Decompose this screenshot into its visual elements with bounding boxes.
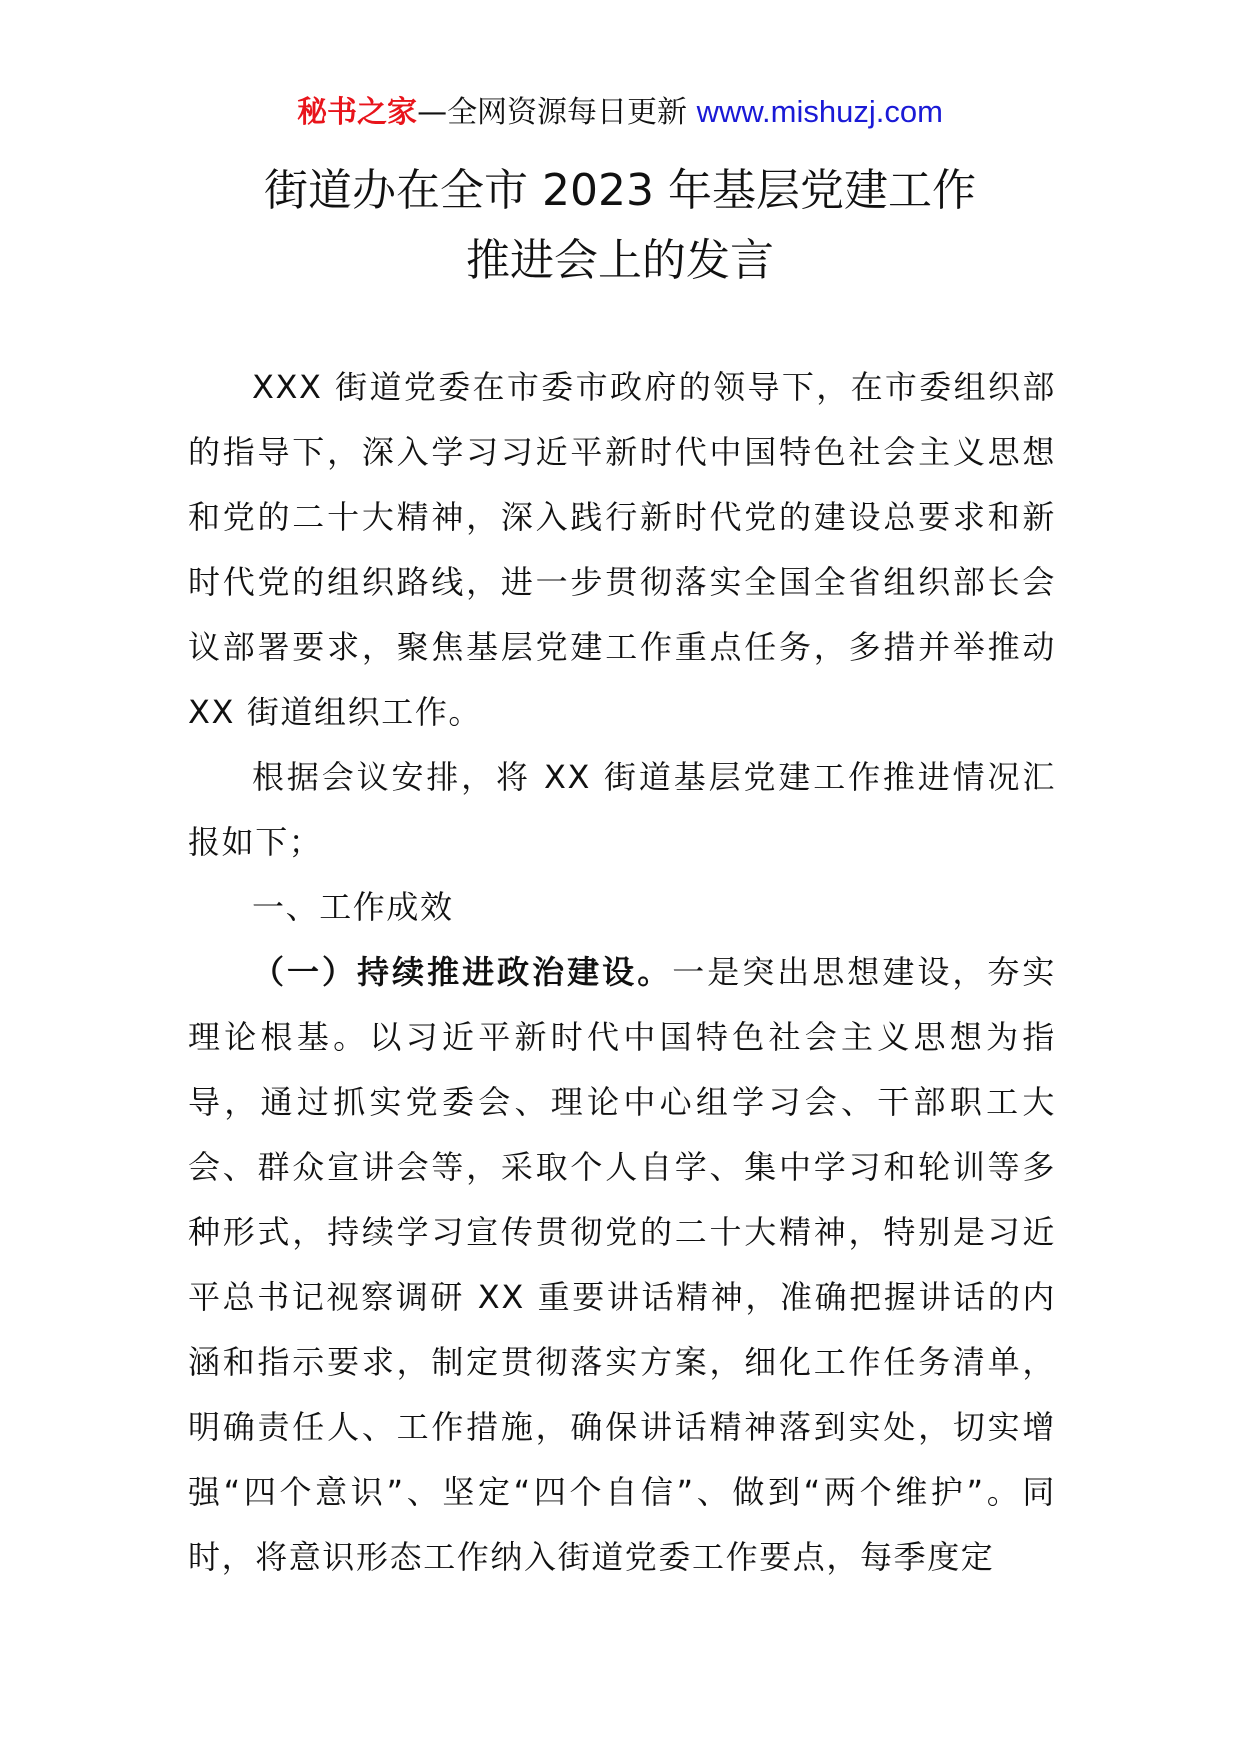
document-title-line-1: 街道办在全市 2023 年基层党建工作 [264, 165, 976, 216]
subsection-heading: （一）持续推进政治建设。 [252, 953, 673, 991]
site-header [0, 92, 1240, 133]
document-body [188, 355, 1056, 1590]
brand-name: 秘书之家 [297, 95, 418, 130]
section-heading-achievements: 一、工作成效 [252, 888, 454, 926]
subsection-text: 一是突出思想建设，夯实理论根基。以习近平新时代中国特色社会主义思想为指导，通过抓实党委会、理论中心组学习会、干部职工大会、群众宣讲会等，采取个人自学、集中学习和轮训等多种形式，持续学习宣传贯彻党的二十大精神，特别是习近平总书记视察调研 XX 重要讲话精神，准确把握讲话的内涵和指示要求，制定贯彻落实方案，细化工作任务清单，明确责任人、工作措施，确保讲话精神落到实处，切实增强“四个意识”、坚定“四个自信”、做到“两个维护”。同时，将意识形态工作纳入街道党委工作要点，每季度定 [188, 953, 1056, 1576]
document-title-line-2: 推进会上的发言 [466, 235, 774, 286]
paragraph-arrangement: 根据会议安排，将 XX 街道基层党建工作推进情况汇报如下； [188, 758, 1056, 861]
paragraph-political-construction [188, 940, 1056, 1590]
paragraph-intro: XXX 街道党委在市委市政府的领导下，在市委组织部的指导下，深入学习习近平新时代中国特色社会主义思想和党的二十大精神，深入践行新时代党的建设总要求和新时代党的组织路线，进一步贯彻落实全国全省组织部长会议部署要求，聚焦基层党建工作重点任务，多措并举推动 XX 街道组织工作。 [188, 368, 1056, 731]
site-url-link[interactable]: www.mishuzj.com [696, 94, 943, 129]
header-tagline: —全网资源每日更新 [417, 95, 697, 130]
